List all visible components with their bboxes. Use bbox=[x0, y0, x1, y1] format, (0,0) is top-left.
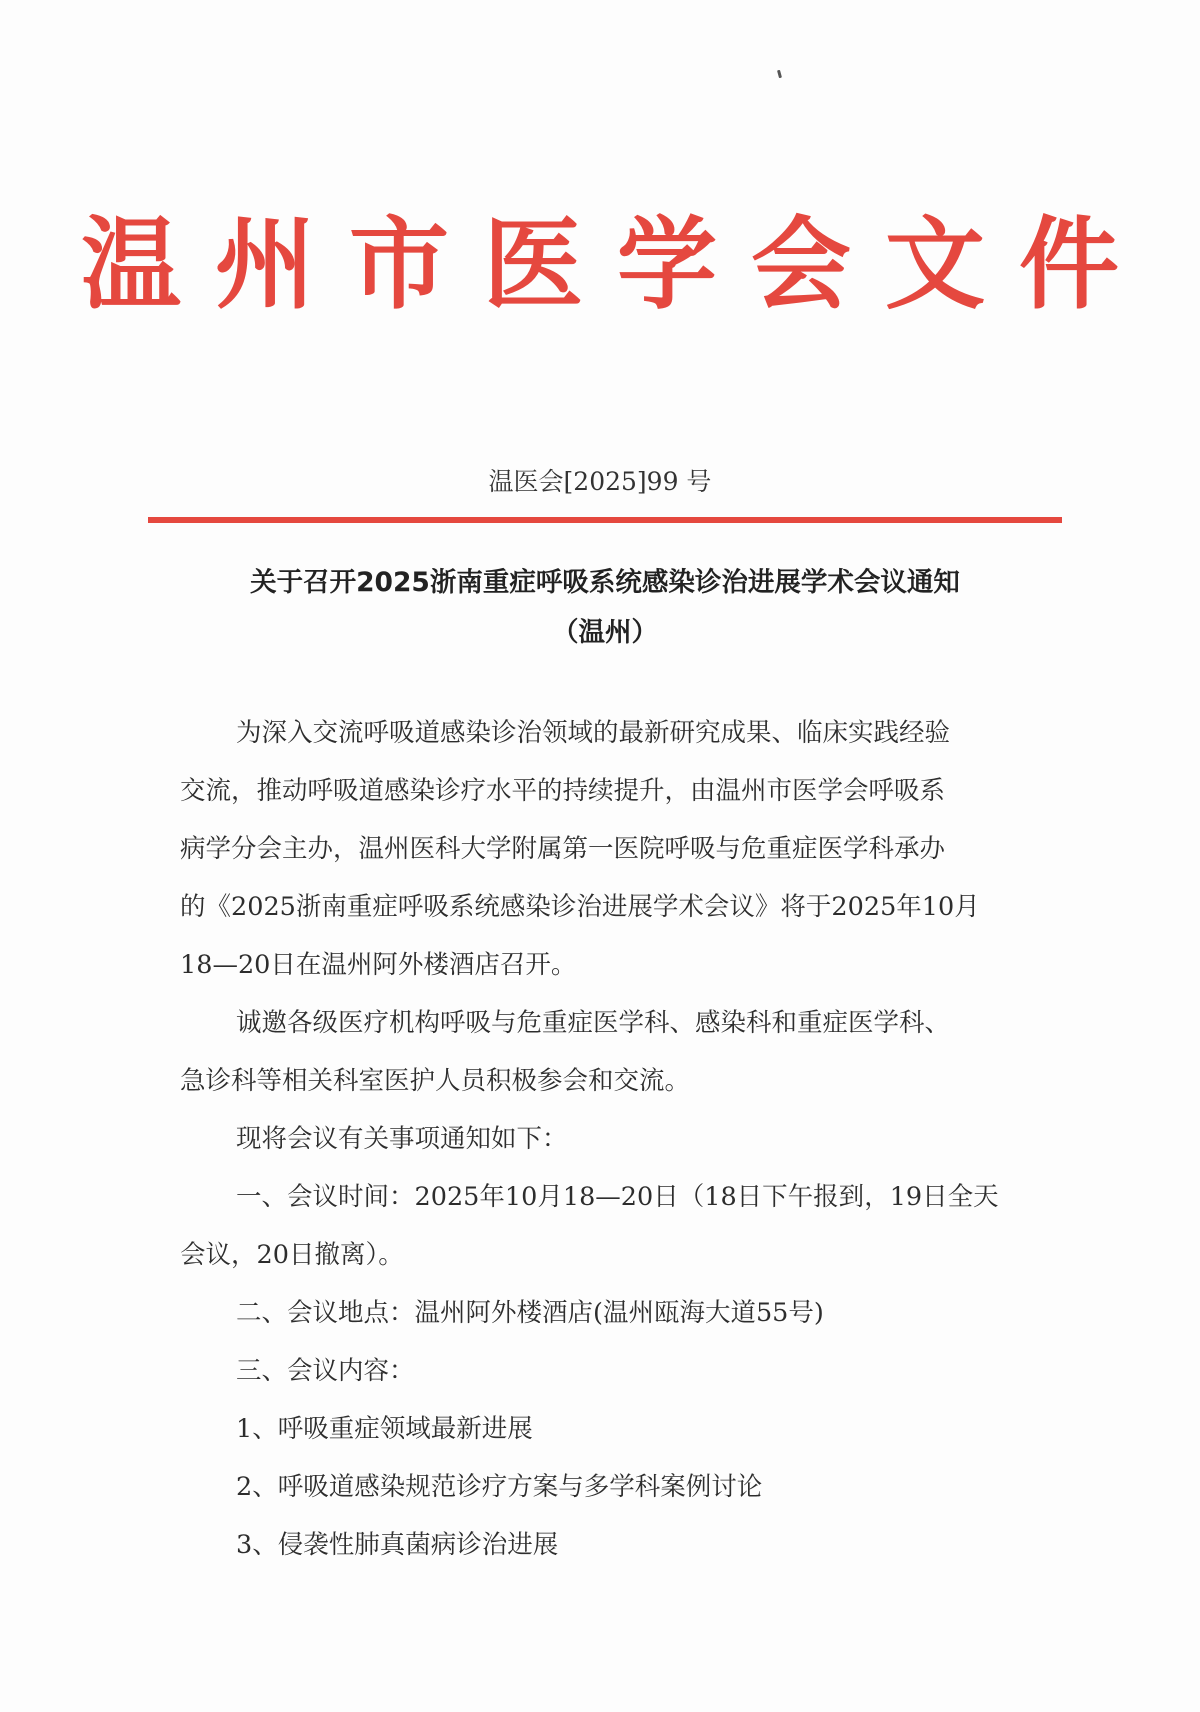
body-line: 的《2025浙南重症呼吸系统感染诊治进展学术会议》将于2025年10月 bbox=[180, 892, 980, 922]
notice-subtitle: （温州） bbox=[552, 617, 658, 648]
org-header-title: 温州市医学会文件 bbox=[81, 206, 1153, 323]
list-item: 2、呼吸道感染规范诊疗方案与多学科案例讨论 bbox=[236, 1472, 763, 1502]
body-line: 急诊科等相关科室医护人员积极参会和交流。 bbox=[180, 1066, 691, 1096]
notice-title: 关于召开2025浙南重症呼吸系统感染诊治进展学术会议通知 bbox=[250, 567, 960, 598]
body-line: 一、会议时间：2025年10月18—20日（18日下午报到，19日全天 bbox=[236, 1182, 999, 1212]
document-number: 温医会[2025]99 号 bbox=[488, 467, 712, 496]
body-line: 三、会议内容： bbox=[236, 1356, 415, 1386]
list-item: 1、呼吸重症领域最新进展 bbox=[236, 1414, 533, 1444]
body-line: 诚邀各级医疗机构呼吸与危重症医学科、感染科和重症医学科、 bbox=[236, 1008, 951, 1038]
body-line: 会议，20日撤离）。 bbox=[180, 1240, 404, 1270]
body-line: 病学分会主办，温州医科大学附属第一医院呼吸与危重症医学科承办 bbox=[180, 834, 946, 864]
notice-body bbox=[180, 704, 1040, 1574]
scan-speck bbox=[777, 70, 782, 79]
body-line: 为深入交流呼吸道感染诊治领域的最新研究成果、临床实践经验 bbox=[236, 718, 951, 748]
red-divider-line bbox=[148, 517, 1062, 523]
body-line: 二、会议地点：温州阿外楼酒店(温州瓯海大道55号) bbox=[236, 1298, 824, 1328]
list-item: 3、侵袭性肺真菌病诊治进展 bbox=[236, 1530, 559, 1560]
body-line: 18—20日在温州阿外楼酒店召开。 bbox=[180, 950, 577, 980]
body-line: 交流，推动呼吸道感染诊疗水平的持续提升，由温州市医学会呼吸系 bbox=[180, 776, 946, 806]
body-line: 现将会议有关事项通知如下： bbox=[236, 1124, 568, 1154]
